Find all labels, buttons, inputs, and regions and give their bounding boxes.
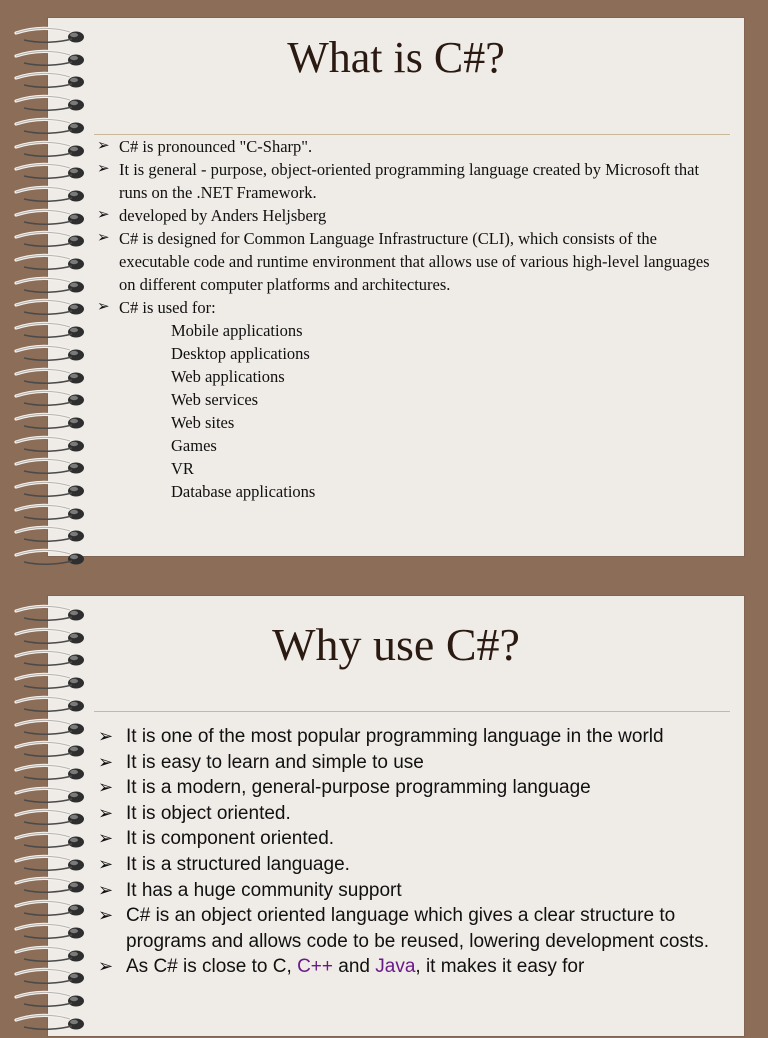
spiral-coil: [14, 1011, 104, 1033]
spiral-coil: [14, 874, 104, 896]
arrow-bullet-icon: ➢: [97, 207, 110, 223]
spiral-coil: [14, 296, 104, 318]
use-item: Database applications: [171, 482, 316, 501]
slide-why-use-csharp: [48, 596, 744, 1036]
arrow-bullet-icon: ➢: [98, 853, 114, 874]
list-item: ➢ C# is used for: Mobile applications Desktop applications Web applications Web services Web sites Games VR Database applications: [94, 296, 724, 503]
cpp-link[interactable]: C++: [297, 956, 333, 978]
spiral-coil: [14, 115, 104, 137]
spiral-coil: [14, 693, 104, 715]
list-item: ➢ It is object oriented.: [98, 801, 718, 827]
spiral-coil: [14, 251, 104, 273]
arrow-bullet-icon: ➢: [98, 777, 114, 798]
arrow-bullet-icon: ➢: [98, 956, 114, 977]
spiral-coil: [14, 92, 104, 114]
spiral-coil: [14, 160, 104, 182]
spiral-coil: [14, 183, 104, 205]
arrow-bullet-icon: ➢: [97, 299, 110, 315]
spiral-coil: [14, 523, 104, 545]
spiral-coil: [14, 806, 104, 828]
list-item: ➢ It is a structured language.: [98, 852, 718, 878]
bullet-list: [94, 135, 724, 503]
spiral-coil: [14, 410, 104, 432]
spiral-coil: [14, 228, 104, 250]
arrow-bullet-icon: ➢: [98, 905, 114, 926]
spiral-coil: [14, 965, 104, 987]
arrow-bullet-icon: ➢: [97, 161, 110, 177]
spiral-coil: [14, 138, 104, 160]
list-item: ➢ It is one of the most popular programming language in the world: [98, 724, 718, 750]
spiral-coil: [14, 943, 104, 965]
java-link[interactable]: Java: [375, 956, 416, 978]
spiral-coil: [14, 988, 104, 1010]
list-item: ➢ It is component oriented.: [98, 826, 718, 852]
arrow-bullet-icon: ➢: [97, 138, 110, 154]
title-divider: [94, 711, 730, 712]
use-item: Games: [171, 436, 217, 455]
arrow-bullet-icon: ➢: [98, 828, 114, 849]
use-item: VR: [171, 459, 194, 478]
spiral-coil: [14, 455, 104, 477]
use-item: Web sites: [171, 413, 235, 432]
spiral-coil: [14, 546, 104, 568]
spiral-coil: [14, 670, 104, 692]
spiral-coil: [14, 784, 104, 806]
spiral-coil: [14, 829, 104, 851]
spiral-coil: [14, 920, 104, 942]
arrow-bullet-icon: ➢: [98, 879, 114, 900]
spiral-coil: [14, 274, 104, 296]
spiral-coil: [14, 501, 104, 523]
list-item: ➢ C# is an object oriented language which gives a clear structure to programs and allows code to be reused, lowering development costs.: [98, 905, 709, 952]
arrow-bullet-icon: ➢: [97, 230, 110, 246]
spiral-coil: [14, 897, 104, 919]
use-item: Web services: [171, 390, 259, 409]
spiral-coil: [14, 206, 104, 228]
use-item: Mobile applications: [171, 321, 303, 340]
list-item: ➢ developed by Anders Heljsberg: [97, 206, 327, 225]
spiral-coil: [14, 319, 104, 341]
use-item: Desktop applications: [171, 344, 310, 363]
arrow-bullet-icon: ➢: [98, 751, 114, 772]
spiral-coil: [14, 387, 104, 409]
arrow-bullet-icon: ➢: [98, 726, 114, 746]
spiral-coil: [14, 433, 104, 455]
spiral-coil: [14, 342, 104, 364]
use-item: Web applications: [171, 367, 285, 386]
list-item: ➢ C# is pronounced "C-Sharp".: [97, 137, 313, 156]
slide-title: Why use C#?: [272, 619, 520, 670]
arrow-bullet-icon: ➢: [98, 802, 114, 823]
spiral-coil: [14, 716, 104, 738]
spiral-coil: [14, 761, 104, 783]
spiral-coil: [14, 738, 104, 760]
slide-title: What is C#?: [287, 33, 505, 82]
list-item: ➢ It is easy to learn and simple to use: [98, 750, 718, 776]
list-item: ➢ It is a modern, general-purpose programming language: [98, 775, 718, 801]
list-item: ➢ As C# is close to C, C++ and Java, it makes it easy for: [98, 954, 718, 980]
spiral-coil: [14, 478, 104, 500]
list-item: ➢ It is general - purpose, object-oriented programming language created by Microsoft that runs on the .NET Framework.: [97, 160, 700, 202]
bullet-list: [98, 724, 718, 980]
spiral-coil: [14, 852, 104, 874]
spiral-coil: [14, 365, 104, 387]
slide-what-is-csharp: [48, 18, 744, 556]
list-item: ➢ It has a huge community support: [98, 878, 718, 904]
list-item: ➢ C# is designed for Common Language Infrastructure (CLI), which consists of the executable code and runtime environment that allows use of various high-level languages on different computer platforms and architectures.: [97, 229, 710, 294]
